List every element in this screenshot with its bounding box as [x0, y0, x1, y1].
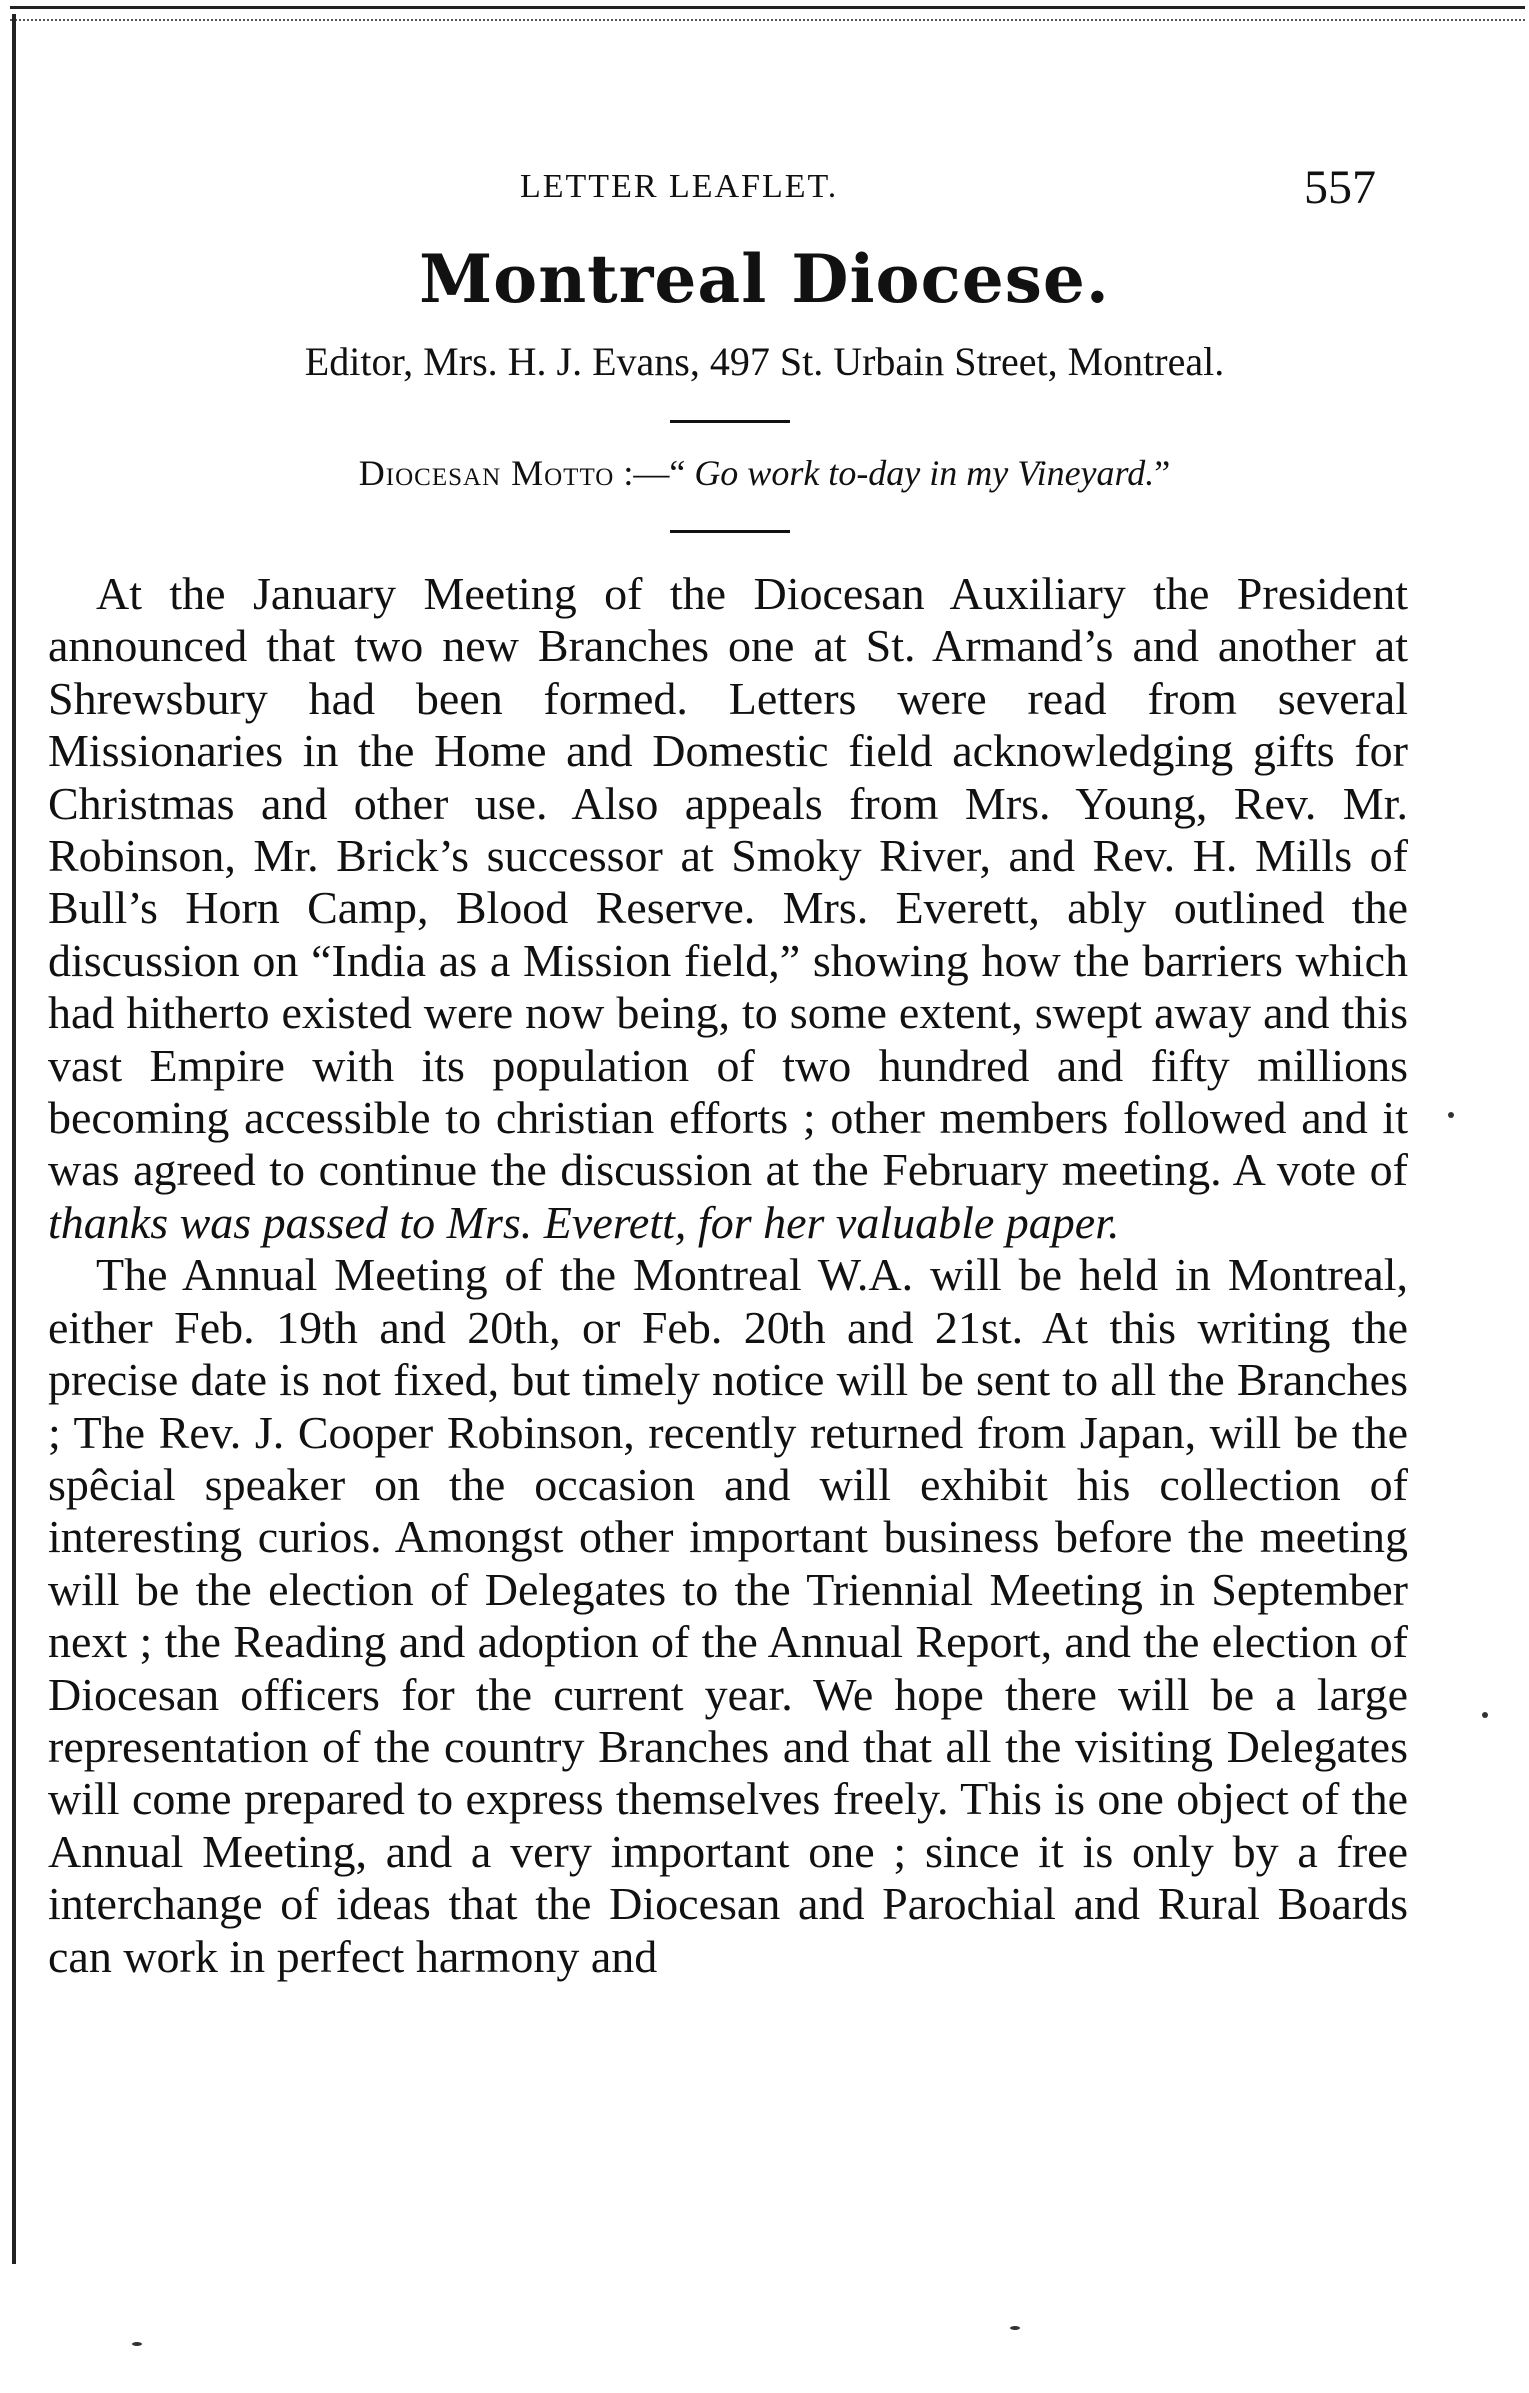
paragraph-january-meeting-italic: thanks was passed to Mrs. Everett, for her valuable paper.	[48, 1196, 1120, 1248]
section-title: Montreal Diocese.	[419, 240, 1110, 318]
running-head: LETTER LEAFLET.	[520, 168, 839, 205]
paragraph-january-meeting	[48, 568, 1408, 1249]
divider-rule-top	[670, 420, 790, 423]
paragraph-annual-meeting: The Annual Meeting of the Montreal W.A. will be held in Montreal, either Feb. 19th and 20th, or Feb. 20th and 21st. At this writing the precise date is not fixed, but timely notice will be sent to all the Branches ; The Rev. J. Cooper Robinson, recently returned from Japan, will be the spêcial speaker on the occasion and will exhibit his collection of interesting curios. Amongst other important business before the meeting will be the election of Delegates to the Triennial Meeting in September next ; the Reading and adoption of the Annual Report, and the election of Diocesan officers for the current year. We hope there will be a large representation of the country Branches and that all the visiting Delegates will come prepared to express themselves freely. This is one object of the Annual Meeting, and a very important one ; since it is only by a free interchange of ideas that the Diocesan and Parochial and Rural Boards can work in perfect harmony and	[48, 1249, 1408, 1982]
divider-rule-bottom	[670, 530, 790, 533]
motto-text: Go work to-day in my Vineyard.	[694, 453, 1155, 493]
motto-closing-quote: ”	[1154, 453, 1171, 493]
print-speck	[132, 2342, 142, 2346]
print-speck	[1010, 2326, 1020, 2330]
motto-separator: :—“	[614, 453, 695, 493]
motto-label: Diocesan Motto	[358, 453, 615, 493]
page-number: 557	[1304, 161, 1376, 214]
top-border-rule	[10, 6, 1525, 21]
print-speck	[1448, 1112, 1454, 1118]
print-speck	[1482, 1712, 1488, 1718]
diocesan-motto	[0, 452, 1529, 494]
article-body	[48, 568, 1408, 1983]
editor-line: Editor, Mrs. H. J. Evans, 497 St. Urbain Street, Montreal.	[304, 339, 1225, 384]
paragraph-january-meeting-text: At the January Meeting of the Diocesan Auxiliary the President announced that two new Branches one at St. Armand’s and another at Shrewsbury had been formed. Letters were read from several Missionaries in the Home and Domestic field acknowledging gifts for Christmas and other use. Also appeals from Mrs. Young, Rev. Mr. Robinson, Mr. Brick’s successor at Smoky River, and Rev. H. Mills of Bull’s Horn Camp, Blood Reserve. Mrs. Everett, ably outlined the discussion on “India as a Mission field,” showing how the barriers which had hitherto existed were now being, to some extent, swept away and this vast Empire with its population of two hundred and fifty millions becoming accessible to christian efforts ; other members followed and it was agreed to continue the discussion at the February meeting. A vote of	[48, 568, 1408, 1196]
